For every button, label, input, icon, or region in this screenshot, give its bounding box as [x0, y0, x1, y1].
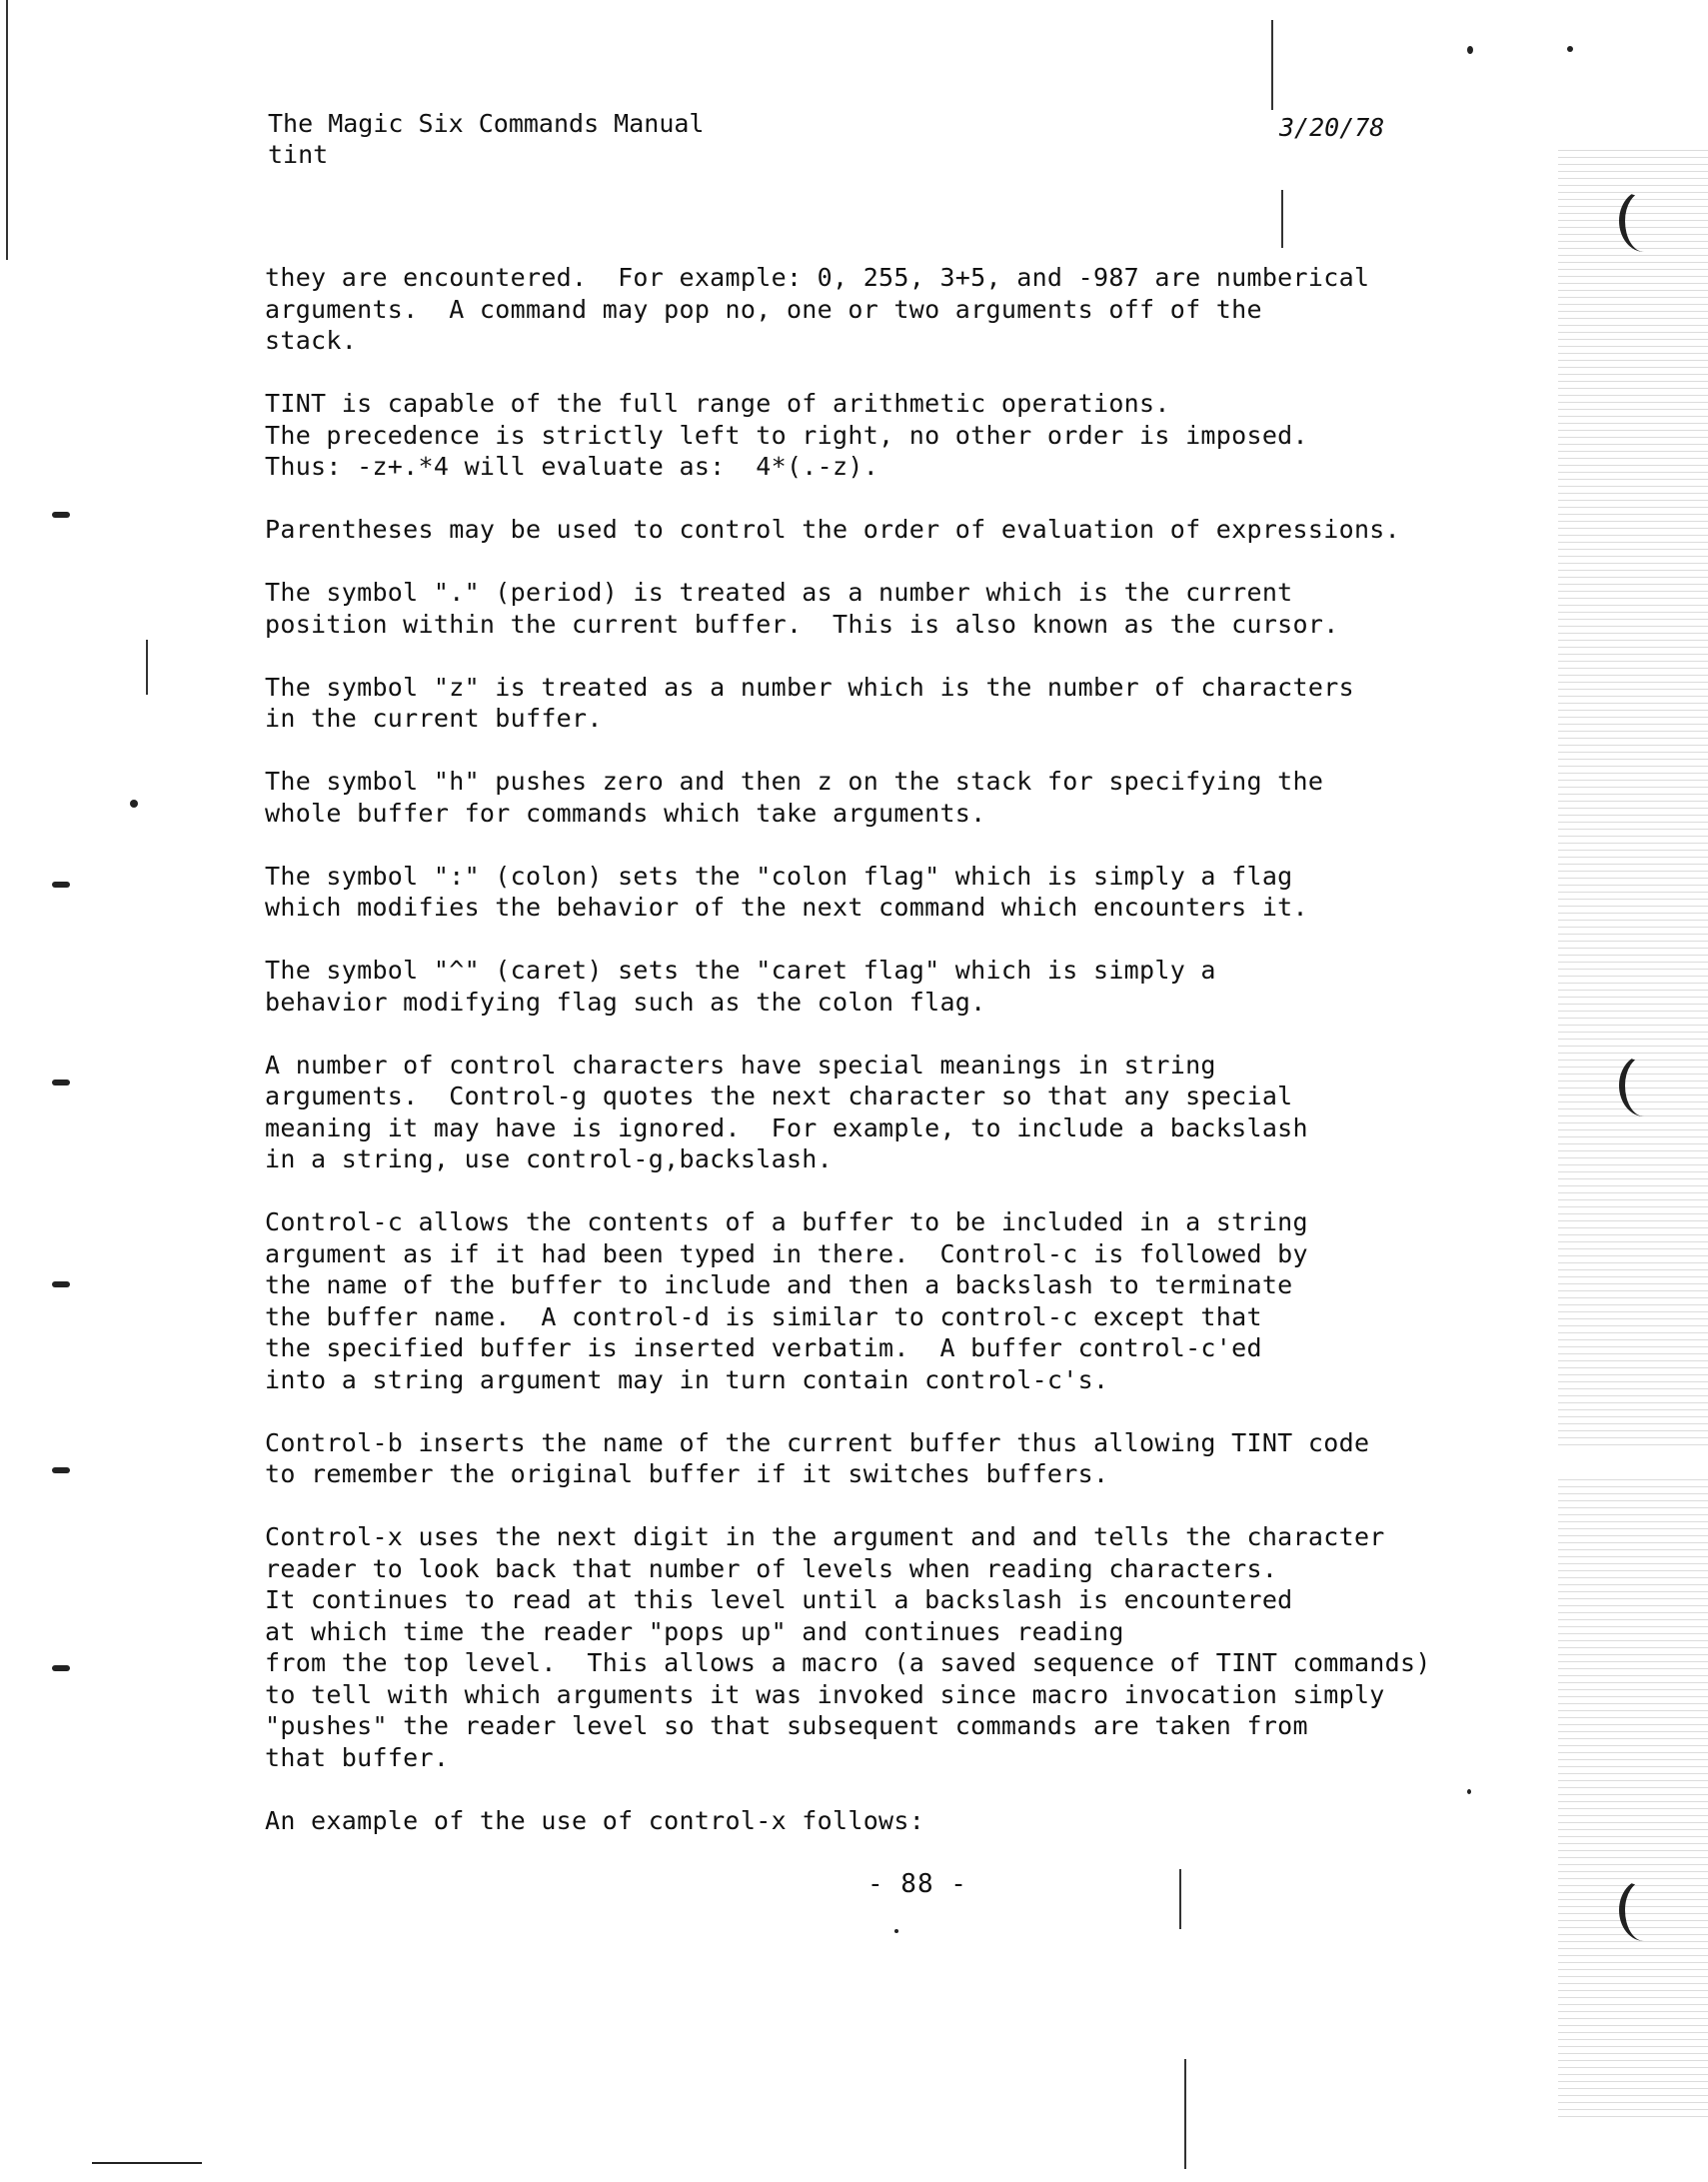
paragraph	[265, 388, 1524, 483]
text-line: Parentheses may be used to control the order of evaluation of expressions.	[265, 515, 1400, 544]
scan-speck	[1467, 46, 1473, 54]
scan-rule	[92, 2162, 202, 2164]
text-line: meaning it may have is ignored. For example, to include a backslash	[265, 1112, 1308, 1142]
text-line: Thus: -z+.*4 will evaluate as: 4*(.-z).	[265, 452, 879, 481]
text-line: the name of the buffer to include and then a backslash to terminate	[265, 1270, 1293, 1299]
text-line: Control-c allows the contents of a buffer to be included in a string	[265, 1207, 1308, 1236]
text-line: It continues to read at this level until a backslash is encountered	[265, 1585, 1293, 1614]
text-line: "pushes" the reader level so that subsequent commands are taken from	[265, 1711, 1308, 1740]
scan-line	[146, 640, 148, 695]
text-line: The symbol "z" is treated as a number which is the number of characters	[265, 672, 1354, 702]
paragraph	[265, 1521, 1524, 1773]
margin-mark	[52, 882, 70, 888]
text-line: argument as if it had been typed in there. Control-c is followed by	[265, 1238, 1308, 1268]
page-header	[268, 108, 1417, 170]
scan-edge-noise	[1558, 1479, 1708, 2119]
text-line: from the top level. This allows a macro (a saved sequence of TINT commands)	[265, 1648, 1431, 1677]
scan-line	[1179, 1869, 1181, 1929]
text-line: that buffer.	[265, 1742, 450, 1772]
scan-speck	[1467, 1789, 1471, 1794]
text-line: which modifies the behavior of the next command which encounters it.	[265, 893, 1308, 922]
text-line: The symbol "." (period) is treated as a number which is the current	[265, 578, 1293, 607]
scan-speck	[1567, 46, 1573, 52]
scan-speck	[130, 800, 138, 808]
scan-speck	[894, 1929, 898, 1933]
margin-mark	[52, 1665, 70, 1671]
text-line: position within the current buffer. This is also known as the cursor.	[265, 609, 1339, 639]
margin-mark	[52, 1080, 70, 1086]
paragraph	[265, 861, 1524, 924]
scan-edge-noise	[1558, 150, 1708, 1449]
text-line: The precedence is strictly left to right, no other order is imposed.	[265, 420, 1308, 450]
page-number: - 88 -	[867, 1869, 967, 1899]
scan-line	[1271, 20, 1273, 110]
text-line: The symbol "h" pushes zero and then z on the stack for specifying the	[265, 767, 1324, 796]
text-line: stack.	[265, 326, 358, 355]
document-body	[265, 262, 1524, 1868]
text-line: arguments. A command may pop no, one or two arguments off of the	[265, 294, 1262, 324]
text-line: the buffer name. A control-d is similar to control-c except that	[265, 1301, 1262, 1331]
text-line: into a string argument may in turn contain control-c's.	[265, 1364, 1109, 1394]
text-line: they are encountered. For example: 0, 255, 3+5, and -987 are numberical	[265, 263, 1370, 292]
margin-mark	[52, 1467, 70, 1473]
text-line: The symbol "^" (caret) sets the "caret flag" which is simply a	[265, 956, 1216, 985]
margin-mark	[52, 512, 70, 518]
paragraph	[265, 955, 1524, 1018]
paragraph	[265, 766, 1524, 829]
text-line: whole buffer for commands which take arguments.	[265, 798, 986, 828]
scan-line	[6, 0, 8, 260]
text-line: behavior modifying flag such as the colon flag.	[265, 987, 986, 1017]
text-line: the specified buffer is inserted verbatim. A buffer control-c'ed	[265, 1333, 1262, 1362]
text-line: A number of control characters have special meanings in string	[265, 1050, 1216, 1080]
paragraph	[265, 1206, 1524, 1395]
paragraph	[265, 514, 1524, 546]
text-line: An example of the use of control-x follows:	[265, 1805, 925, 1835]
text-line: Control-x uses the next digit in the argument and and tells the character	[265, 1522, 1385, 1551]
text-line: arguments. Control-g quotes the next character so that any special	[265, 1082, 1293, 1110]
header-date: 3/20/78	[1279, 113, 1385, 142]
text-line: to remember the original buffer if it switches buffers.	[265, 1459, 1109, 1488]
scan-line	[1184, 2059, 1186, 2169]
text-line: reader to look back that number of levels when reading characters.	[265, 1553, 1278, 1583]
text-line: TINT is capable of the full range of arithmetic operations.	[265, 389, 1170, 418]
paragraph	[265, 577, 1524, 640]
paragraph	[265, 1805, 1524, 1837]
text-line: in a string, use control-g,backslash.	[265, 1144, 833, 1173]
text-line: The symbol ":" (colon) sets the "colon flag" which is simply a flag	[265, 861, 1293, 891]
paragraph	[265, 672, 1524, 735]
manual-title: The Magic Six Commands Manual	[268, 109, 705, 138]
margin-mark	[52, 1281, 70, 1287]
paragraph	[265, 1427, 1524, 1490]
paragraph	[265, 1050, 1524, 1175]
section-name: tint	[268, 140, 329, 169]
text-line: to tell with which arguments it was invoked since macro invocation simply	[265, 1679, 1385, 1709]
text-line: in the current buffer.	[265, 704, 603, 733]
paragraph	[265, 262, 1524, 357]
text-line: at which time the reader "pops up" and continues reading	[265, 1616, 1124, 1646]
text-line: Control-b inserts the name of the current buffer thus allowing TINT code	[265, 1427, 1370, 1457]
scan-line	[1281, 190, 1283, 248]
